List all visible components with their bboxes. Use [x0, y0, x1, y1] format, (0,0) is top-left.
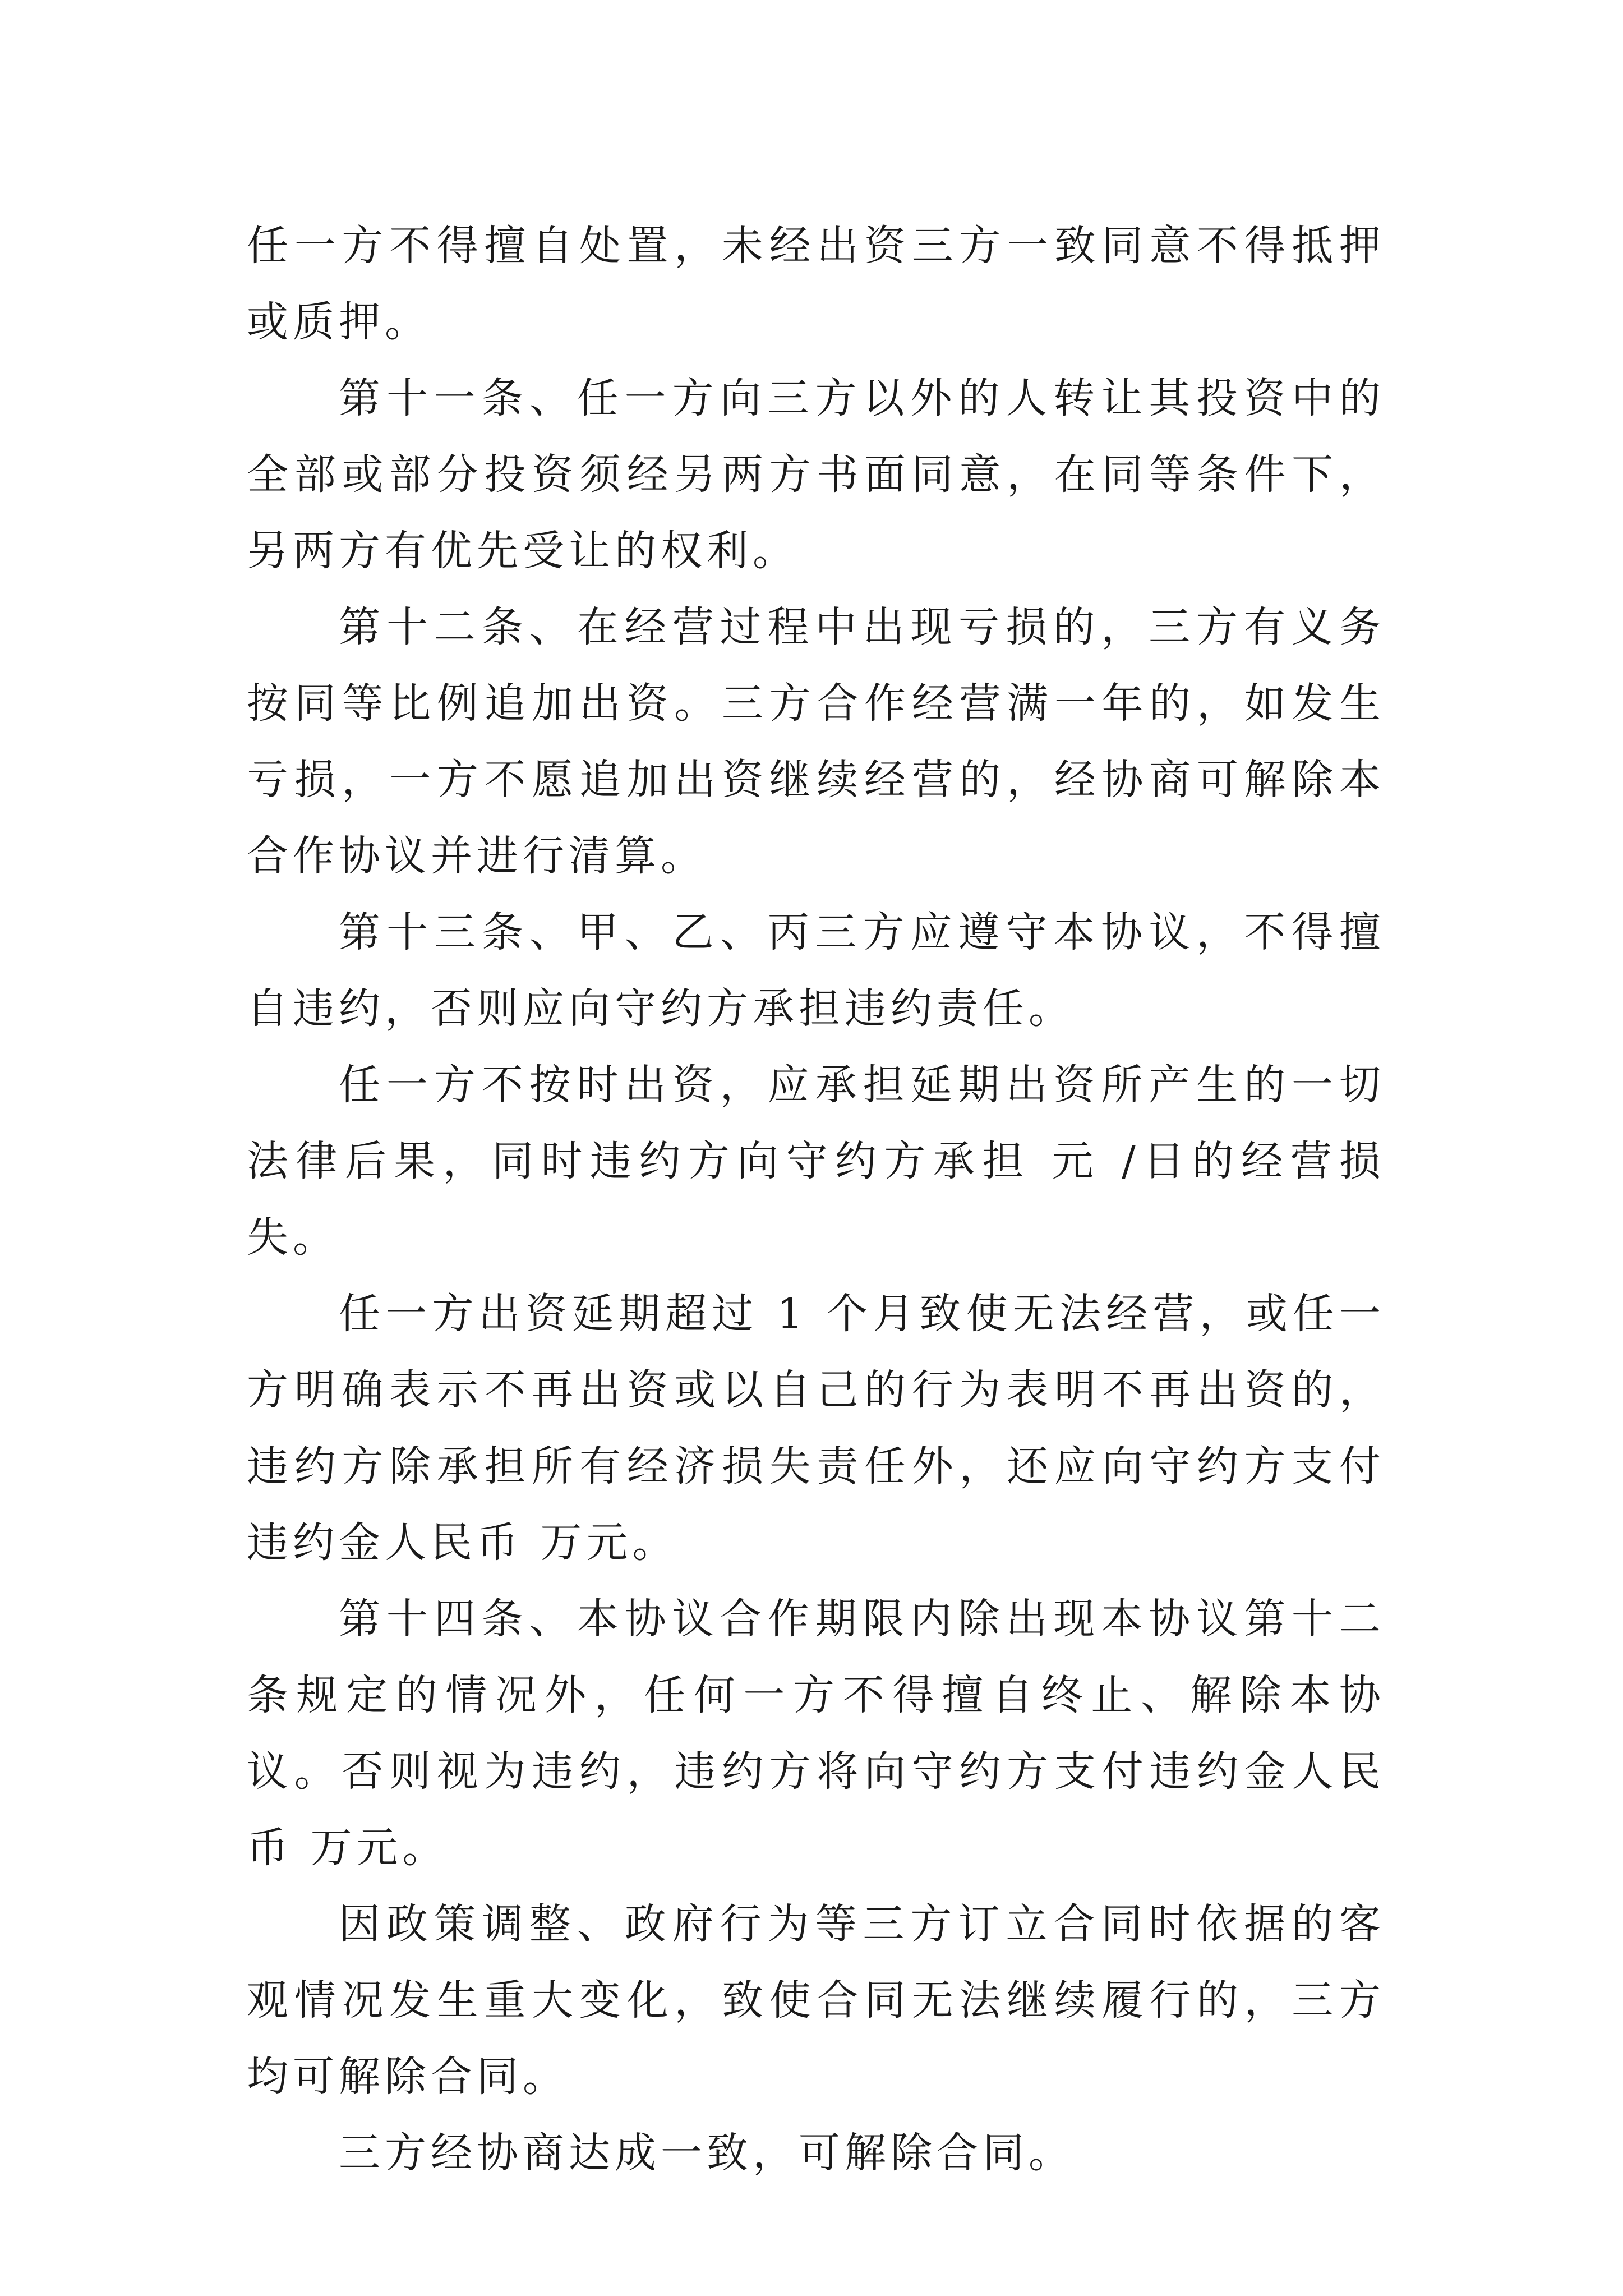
document-body	[247, 208, 1385, 2191]
paragraph-contribution-delay-penalty: 任一方出资延期超过 1 个月致使无法经营，或任一方明确表示不再出资或以自己的行为表明不再出资的，违约方除承担所有经济损失责任外，还应向守约方支付违约金人民币 万元。	[247, 1290, 1385, 1567]
paragraph-mutual-termination: 三方经协商达成一致，可解除合同。	[339, 2129, 1075, 2177]
paragraph-late-contribution: 任一方不按时出资，应承担延期出资所产生的一切法律后果，同时违约方向守约方承担 元 /日的经营损失。	[247, 1061, 1385, 1262]
paragraph-policy-change: 因政策调整、政府行为等三方订立合同时依据的客观情况发生重大变化，致使合同无法继续履行的，三方均可解除合同。	[247, 1900, 1385, 2101]
paragraph-article-11: 第十一条、任一方向三方以外的人转让其投资中的全部或部分投资须经另两方书面同意，在同等条件下，另两方有优先受让的权利。	[247, 374, 1385, 575]
paragraph-article-12: 第十二条、在经营过程中出现亏损的，三方有义务按同等比例追加出资。三方合作经营满一年的，如发生亏损，一方不愿追加出资继续经营的，经协商可解除本合作协议并进行清算。	[247, 603, 1385, 880]
paragraph-pledge-restriction: 任一方不得擅自处置，未经出资三方一致同意不得抵押或质押。	[247, 222, 1385, 346]
paragraph-article-14: 第十四条、本协议合作期限内除出现本协议第十二条规定的情况外，任何一方不得擅自终止、解除本协议。否则视为违约，违约方将向守约方支付违约金人民币 万元。	[247, 1595, 1385, 1872]
paragraph-article-13: 第十三条、甲、乙、丙三方应遵守本协议，不得擅自违约，否则应向守约方承担违约责任。	[247, 908, 1385, 1033]
